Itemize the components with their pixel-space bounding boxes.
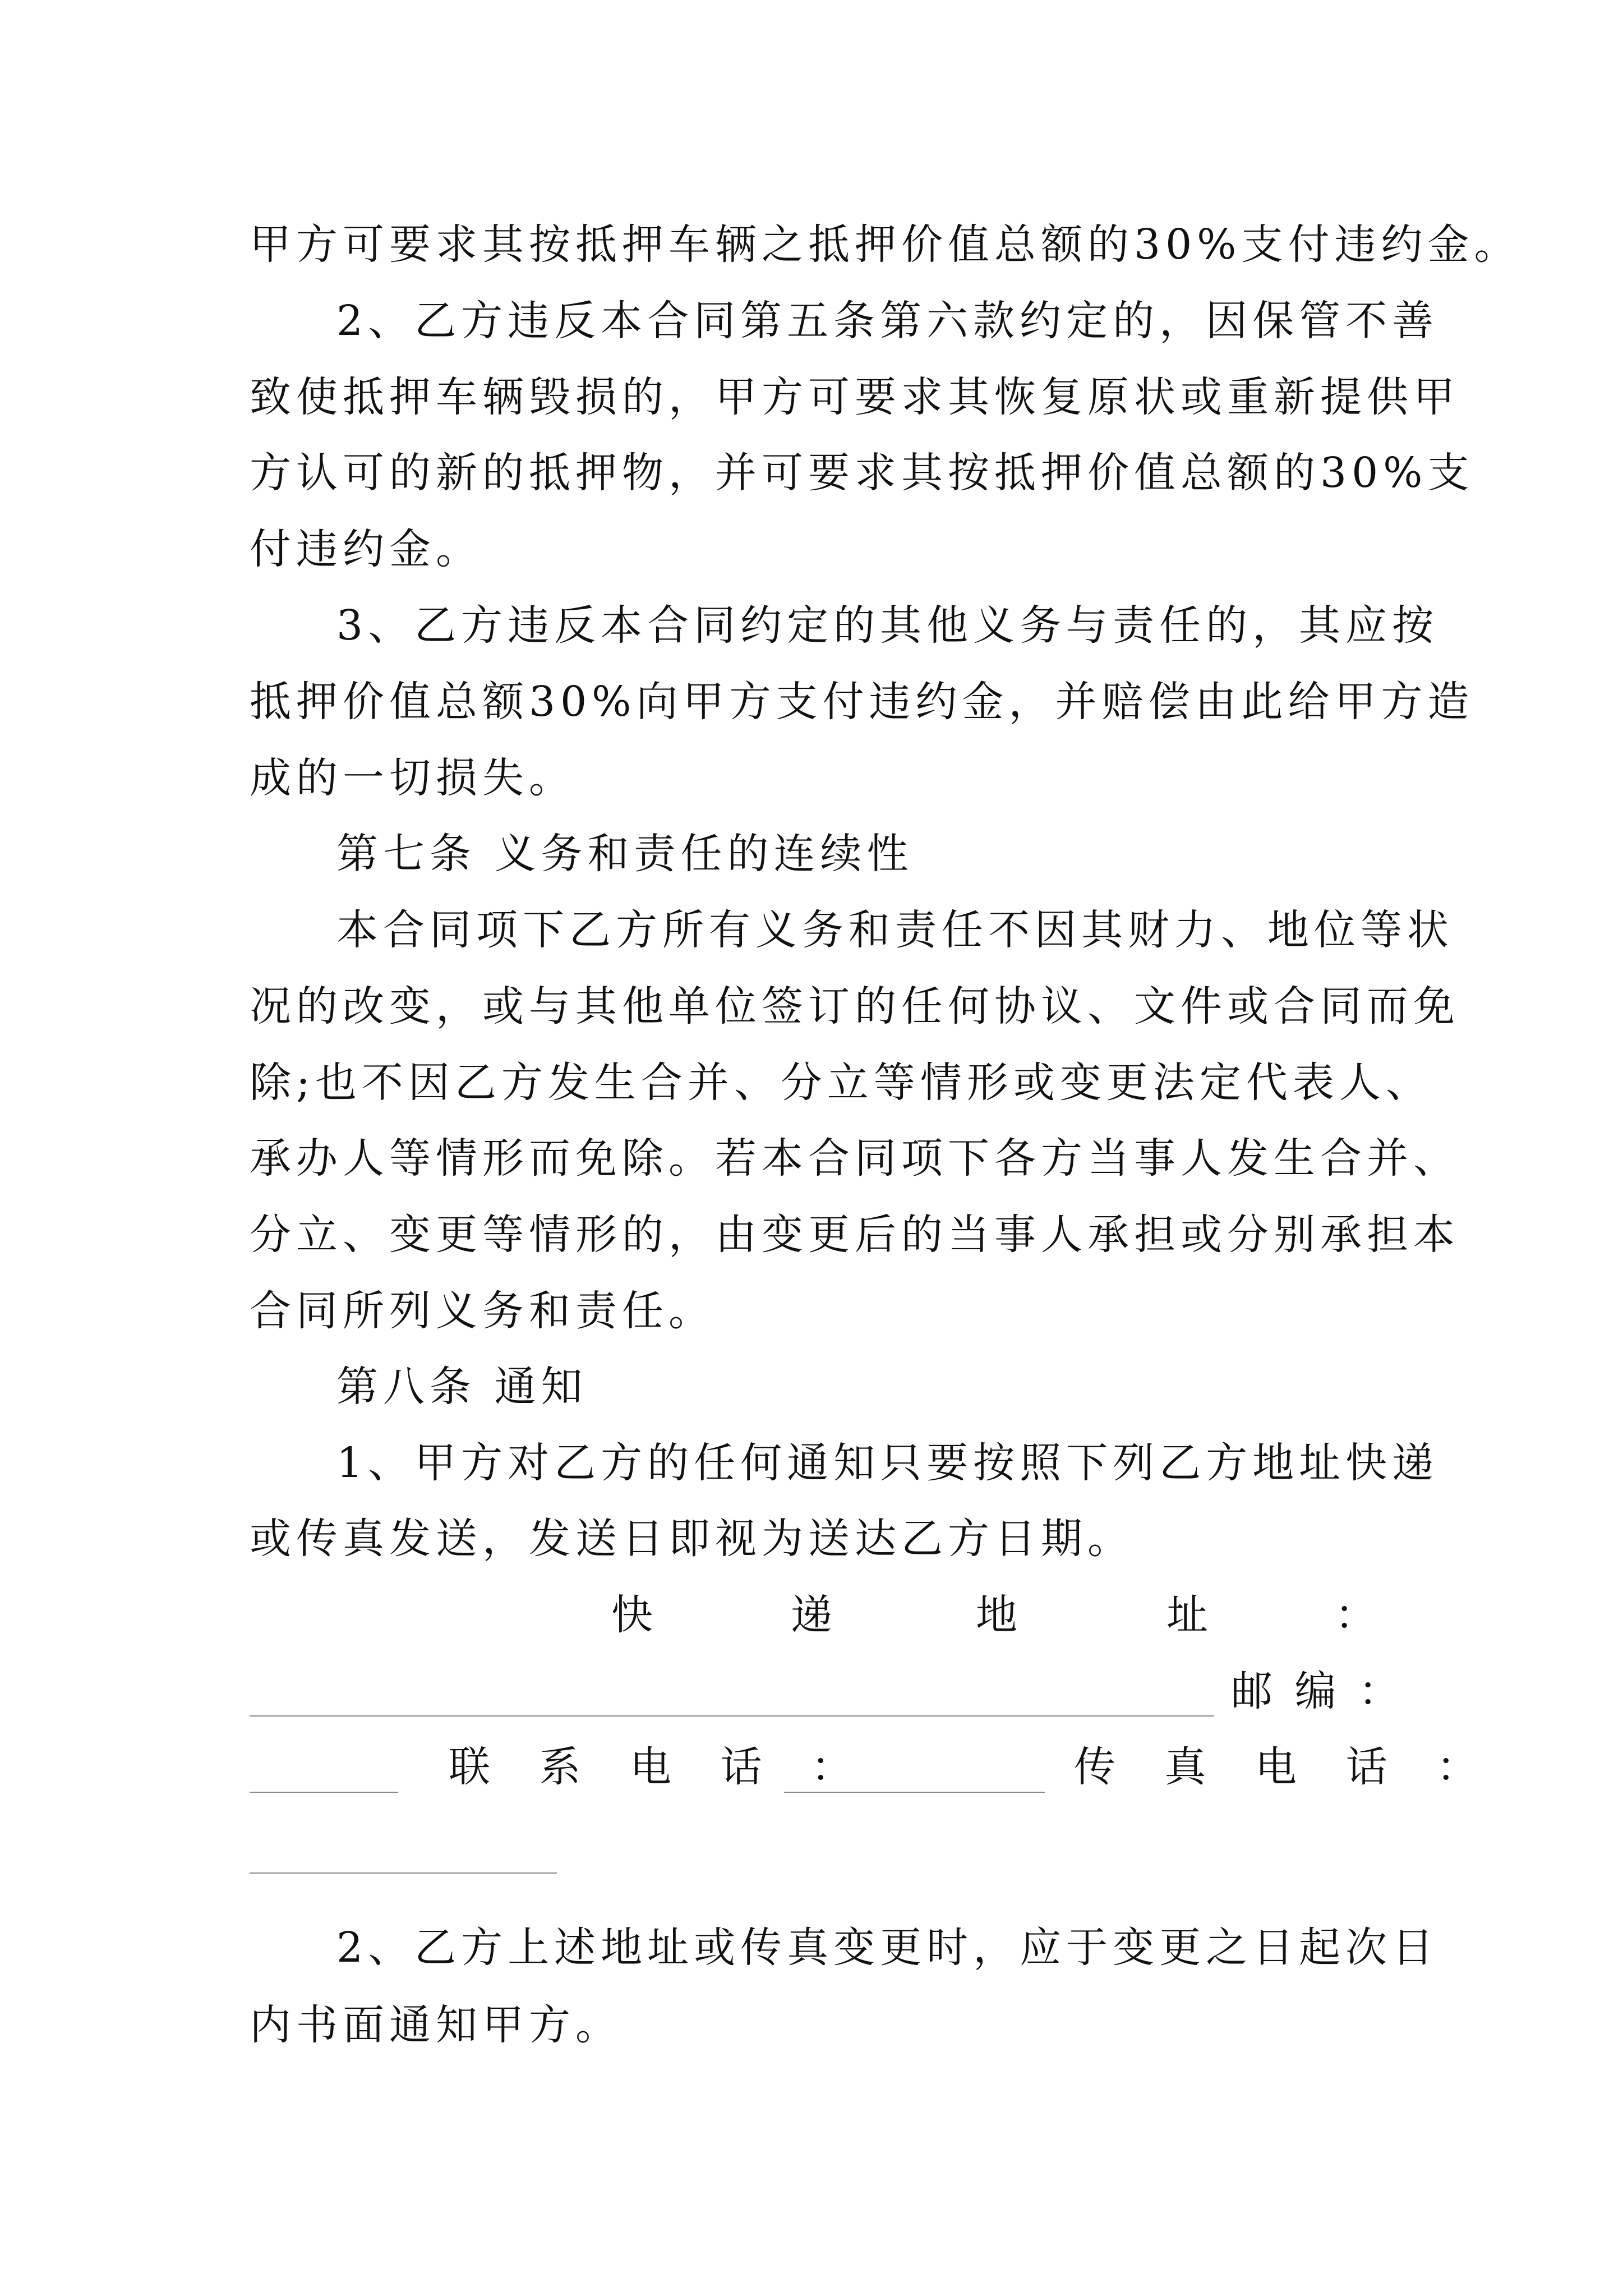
article-7-line-4: 承办人等情形而免除。若本合同项下各方当事人发生合并、 <box>250 1134 1460 1182</box>
clause-3-line-2: 抵押价值总额30%向甲方支付违约金，并赔偿由此给甲方造 <box>250 678 1474 726</box>
clause-3-line-1: 3、乙方违反本合同约定的其他义务与责任的，其应按 <box>336 601 1439 650</box>
postal-code-label: 邮 编 ： <box>1231 1667 1405 1715</box>
express-address-blank[interactable] <box>250 1715 1214 1717</box>
article-8-clause-1-line-1: 1、甲方对乙方的任何通知只要按照下列乙方地址快递 <box>336 1439 1439 1487</box>
article-7-line-2: 况的改变，或与其他单位签订的任何协议、文件或合同而免 <box>250 982 1460 1030</box>
paragraph-line-1: 甲方可要求其按抵押车辆之抵押价值总额的30%支付违约金。 <box>250 220 1521 269</box>
clause-2-line-2: 致使抵押车辆毁损的，甲方可要求其恢复原状或重新提供甲 <box>250 373 1460 421</box>
express-address-colon: ： <box>1335 1591 1376 1639</box>
article-8-clause-2-line-2: 内书面通知甲方。 <box>250 2001 622 2049</box>
clause-2-line-1: 2、乙方违反本合同第五条第六款约定的，因保管不善 <box>336 297 1439 345</box>
express-address-char-2: 递 <box>791 1591 832 1639</box>
clause-2-line-4: 付违约金。 <box>250 525 482 573</box>
express-address-char-1: 快 <box>611 1591 653 1639</box>
clause-3-line-3: 成的一切损失。 <box>250 754 575 802</box>
fax-phone-blank[interactable] <box>250 1872 557 1874</box>
article-7-line-5: 分立、变更等情形的，由变更后的当事人承担或分别承担本 <box>250 1211 1460 1259</box>
fax-phone-label: 传 真 电 话 ： <box>1074 1743 1496 1791</box>
article-7-line-3: 除;也不因乙方发生合并、分立等情形或变更法定代表人、 <box>250 1059 1432 1107</box>
postal-code-blank[interactable] <box>250 1792 398 1793</box>
article-8-heading: 第八条 通知 <box>336 1363 588 1411</box>
contact-phone-blank[interactable] <box>784 1792 1045 1793</box>
express-address-char-3: 地 <box>976 1591 1017 1639</box>
express-address-char-4: 址 <box>1166 1591 1208 1639</box>
contact-phone-label: 联 系 电 话 ： <box>449 1743 871 1791</box>
clause-2-line-3: 方认可的新的抵押物，并可要求其按抵押价值总额的30%支 <box>250 449 1474 497</box>
article-8-clause-2-line-1: 2、乙方上述地址或传真变更时，应于变更之日起次日 <box>336 1924 1439 1972</box>
article-8-clause-1-line-2: 或传真发送，发送日即视为送达乙方日期。 <box>250 1515 1134 1563</box>
article-7-heading: 第七条 义务和责任的连续性 <box>336 830 914 878</box>
article-7-line-1: 本合同项下乙方所有义务和责任不因其财力、地位等状 <box>336 906 1454 954</box>
article-7-line-6: 合同所列义务和责任。 <box>250 1287 715 1335</box>
